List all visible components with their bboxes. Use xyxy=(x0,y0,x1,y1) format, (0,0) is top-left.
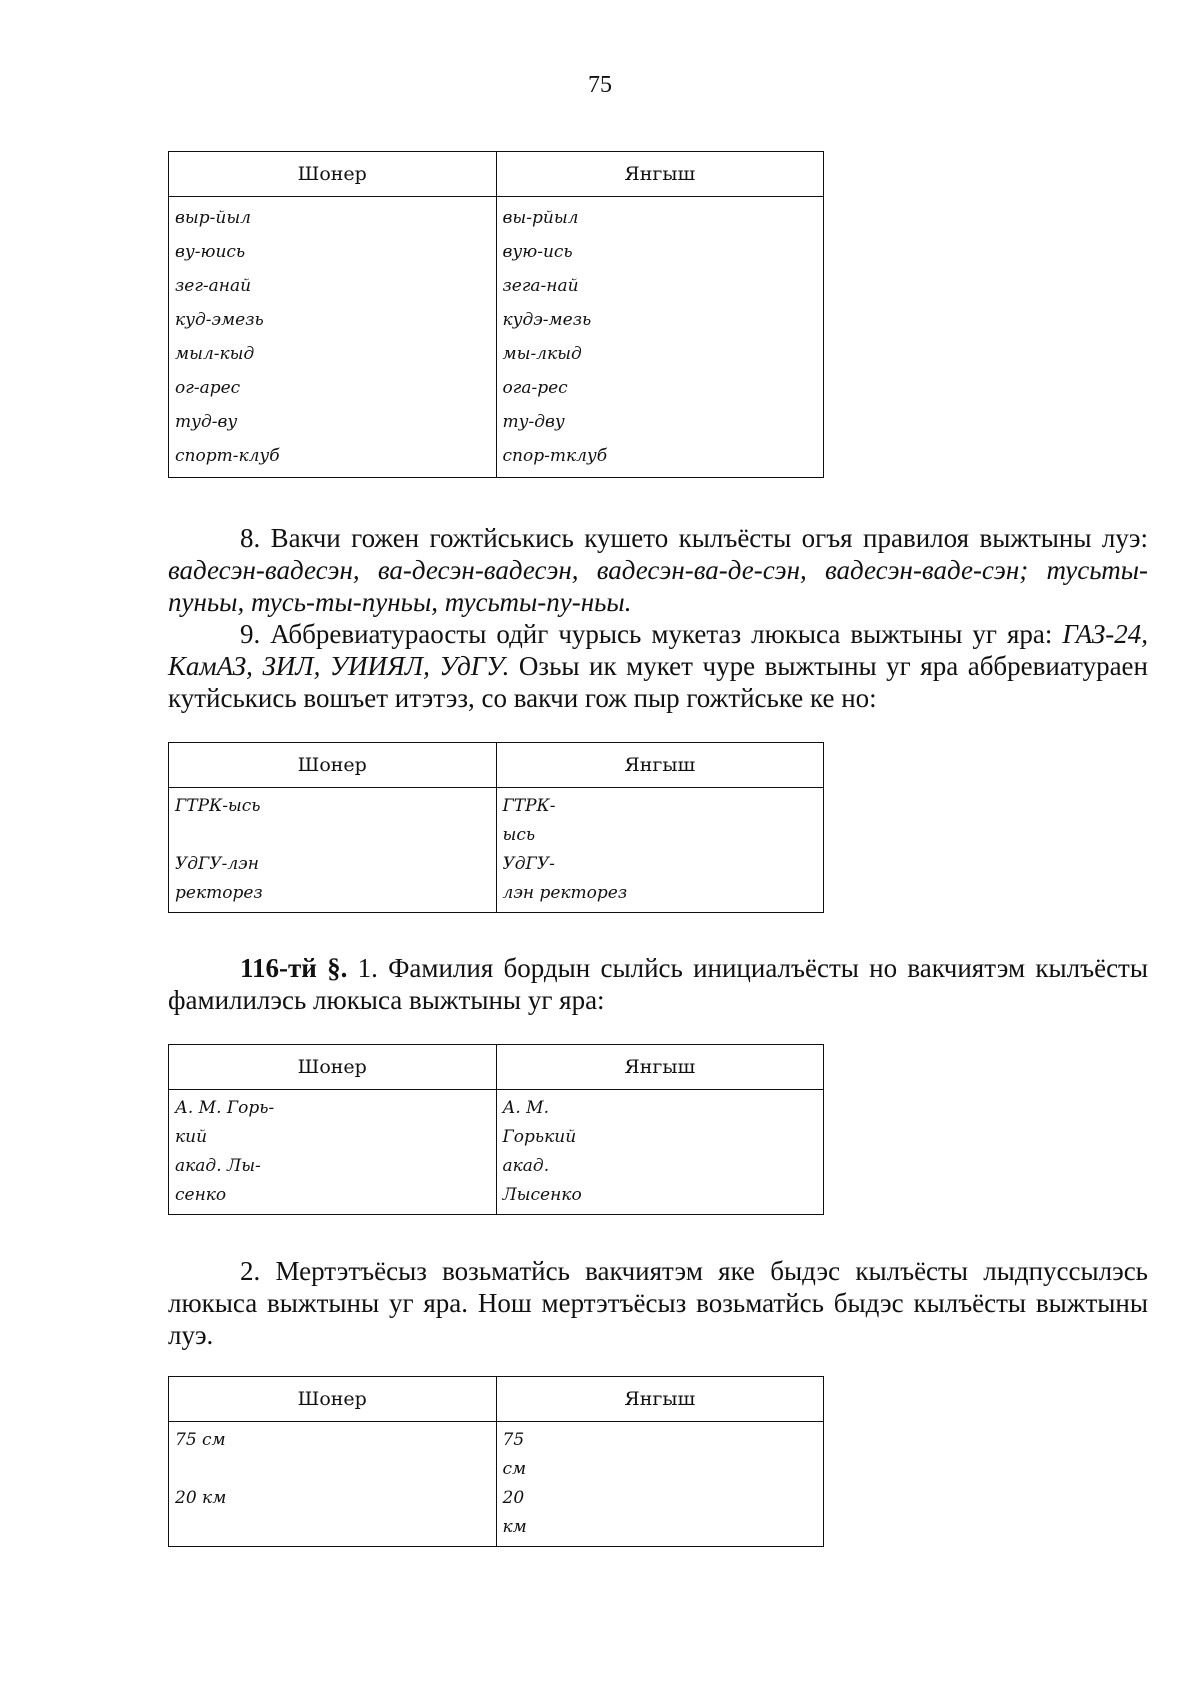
table-row xyxy=(169,269,824,303)
header-new: Янгыш xyxy=(496,1377,824,1422)
old-hyphenation-cell xyxy=(169,1513,497,1547)
new-hyphenation-cell: см xyxy=(496,1455,824,1484)
old-hyphenation-cell: ГТРК-ысь xyxy=(169,788,497,822)
old-hyphenation-cell: куд-эмезь xyxy=(169,303,497,337)
para8-text: Вакчи гожен гожтйськись кушето кылъёсты огъя правилоя выжтыны луэ: xyxy=(260,523,1148,553)
table-row xyxy=(169,879,824,913)
table-row xyxy=(169,235,824,269)
old-hyphenation-cell xyxy=(169,1455,497,1484)
table-row xyxy=(169,1484,824,1513)
new-hyphenation-cell: 75 xyxy=(496,1422,824,1456)
table-row xyxy=(169,1422,824,1456)
table-row xyxy=(169,1181,824,1215)
old-hyphenation-cell: сенко xyxy=(169,1181,497,1215)
new-hyphenation-cell: Горький xyxy=(496,1123,824,1152)
new-hyphenation-cell: мы-лкыд xyxy=(496,337,824,371)
old-hyphenation-cell: ог-арес xyxy=(169,371,497,405)
new-hyphenation-cell: вую-ись xyxy=(496,235,824,269)
new-hyphenation-cell: Лысенко xyxy=(496,1181,824,1215)
syllable-table-1 xyxy=(168,151,824,478)
old-hyphenation-cell xyxy=(169,821,497,850)
table-row xyxy=(169,197,824,236)
old-hyphenation-cell: ректорез xyxy=(169,879,497,913)
table-row xyxy=(169,371,824,405)
header-new: Янгыш xyxy=(496,743,824,788)
new-hyphenation-cell: акад. xyxy=(496,1152,824,1181)
old-hyphenation-cell: мыл-кыд xyxy=(169,337,497,371)
new-hyphenation-cell: ога-рес xyxy=(496,371,824,405)
para2-text: 2. Мертэтъёсыз возьматйсь вакчиятэм яке быдэс кылъёсты лыдпуссылэсь люкыса выжтыны уг яра. Нош мертэтъёсыз возьматйсь быдэс кылъёсты выжтыны луэ. xyxy=(168,1256,1148,1350)
old-hyphenation-cell: акад. Лы- xyxy=(169,1152,497,1181)
table-row xyxy=(169,1513,824,1547)
header-old: Шонер xyxy=(169,152,497,197)
new-hyphenation-cell: ГТРК- xyxy=(496,788,824,822)
table-row xyxy=(169,439,824,478)
paragraph-9 xyxy=(168,618,1148,714)
header-new: Янгыш xyxy=(496,152,824,197)
para9-text2: Озьы ик мукет чуре выжтыны уг яра аббревиатураен кутйськись вошъет итэтэз, со вакчи гож пыр гожтйське ке но: xyxy=(168,651,1148,713)
table-row xyxy=(169,1090,824,1124)
para9-number: 9. xyxy=(240,619,261,649)
paragraph-2 xyxy=(168,1255,1148,1351)
old-hyphenation-cell: 20 км xyxy=(169,1484,497,1513)
table-row xyxy=(169,850,824,879)
old-hyphenation-cell: А. М. Горь- xyxy=(169,1090,497,1124)
new-hyphenation-cell: кудэ-мезь xyxy=(496,303,824,337)
units-table xyxy=(168,1376,824,1547)
table-row xyxy=(169,1123,824,1152)
table-row xyxy=(169,1455,824,1484)
new-hyphenation-cell: спор-тклуб xyxy=(496,439,824,478)
new-hyphenation-cell: ту-дву xyxy=(496,405,824,439)
new-hyphenation-cell: зега-най xyxy=(496,269,824,303)
header-old: Шонер xyxy=(169,1045,497,1090)
old-hyphenation-cell: зег-анай xyxy=(169,269,497,303)
new-hyphenation-cell: км xyxy=(496,1513,824,1547)
para9-text1: Аббревиатураосты одйг чурысь мукетаз люкыса выжтыны уг яра: xyxy=(260,619,1063,649)
old-hyphenation-cell: ву-юись xyxy=(169,235,497,269)
new-hyphenation-cell: ысь xyxy=(496,821,824,850)
page-number: 75 xyxy=(588,72,612,98)
old-hyphenation-cell: 75 см xyxy=(169,1422,497,1456)
table-row xyxy=(169,788,824,822)
header-new: Янгыш xyxy=(496,1045,824,1090)
new-hyphenation-cell: вы-рйыл xyxy=(496,197,824,236)
table-row xyxy=(169,405,824,439)
para8-number: 8. xyxy=(240,523,261,553)
table-row xyxy=(169,337,824,371)
table-row xyxy=(169,821,824,850)
surname-table xyxy=(168,1044,824,1215)
para8-examples: вадесэн-вадесэн, ва-десэн-вадесэн, вадесэн-ва-де-сэн, вадесэн-ваде-сэн; тусьты-пуньы, тусь-ты-пуньы, тусьты-пу-ньы. xyxy=(168,555,1148,617)
old-hyphenation-cell: выр-йыл xyxy=(169,197,497,236)
para116-text: 1. Фамилия бордын сылйсь инициалъёсты но вакчиятэм кылъёсты фамилилэсь люкыса выжтыны уг яра: xyxy=(168,953,1148,1015)
old-hyphenation-cell: спорт-клуб xyxy=(169,439,497,478)
paragraph-116 xyxy=(168,952,1148,1016)
para9-examples: ГАЗ-24, КамАЗ, ЗИЛ, УИИЯЛ, УдГУ. xyxy=(168,619,1148,681)
header-old: Шонер xyxy=(169,743,497,788)
new-hyphenation-cell: лэн ректорез xyxy=(496,879,824,913)
table-row xyxy=(169,303,824,337)
section-label: 116-тй §. xyxy=(240,953,348,983)
old-hyphenation-cell: туд-ву xyxy=(169,405,497,439)
old-hyphenation-cell: УдГУ-лэн xyxy=(169,850,497,879)
new-hyphenation-cell: А. М. xyxy=(496,1090,824,1124)
abbreviation-table xyxy=(168,742,824,913)
old-hyphenation-cell: кий xyxy=(169,1123,497,1152)
new-hyphenation-cell: УдГУ- xyxy=(496,850,824,879)
new-hyphenation-cell: 20 xyxy=(496,1484,824,1513)
header-old: Шонер xyxy=(169,1377,497,1422)
table-row xyxy=(169,1152,824,1181)
paragraph-8 xyxy=(168,522,1148,618)
